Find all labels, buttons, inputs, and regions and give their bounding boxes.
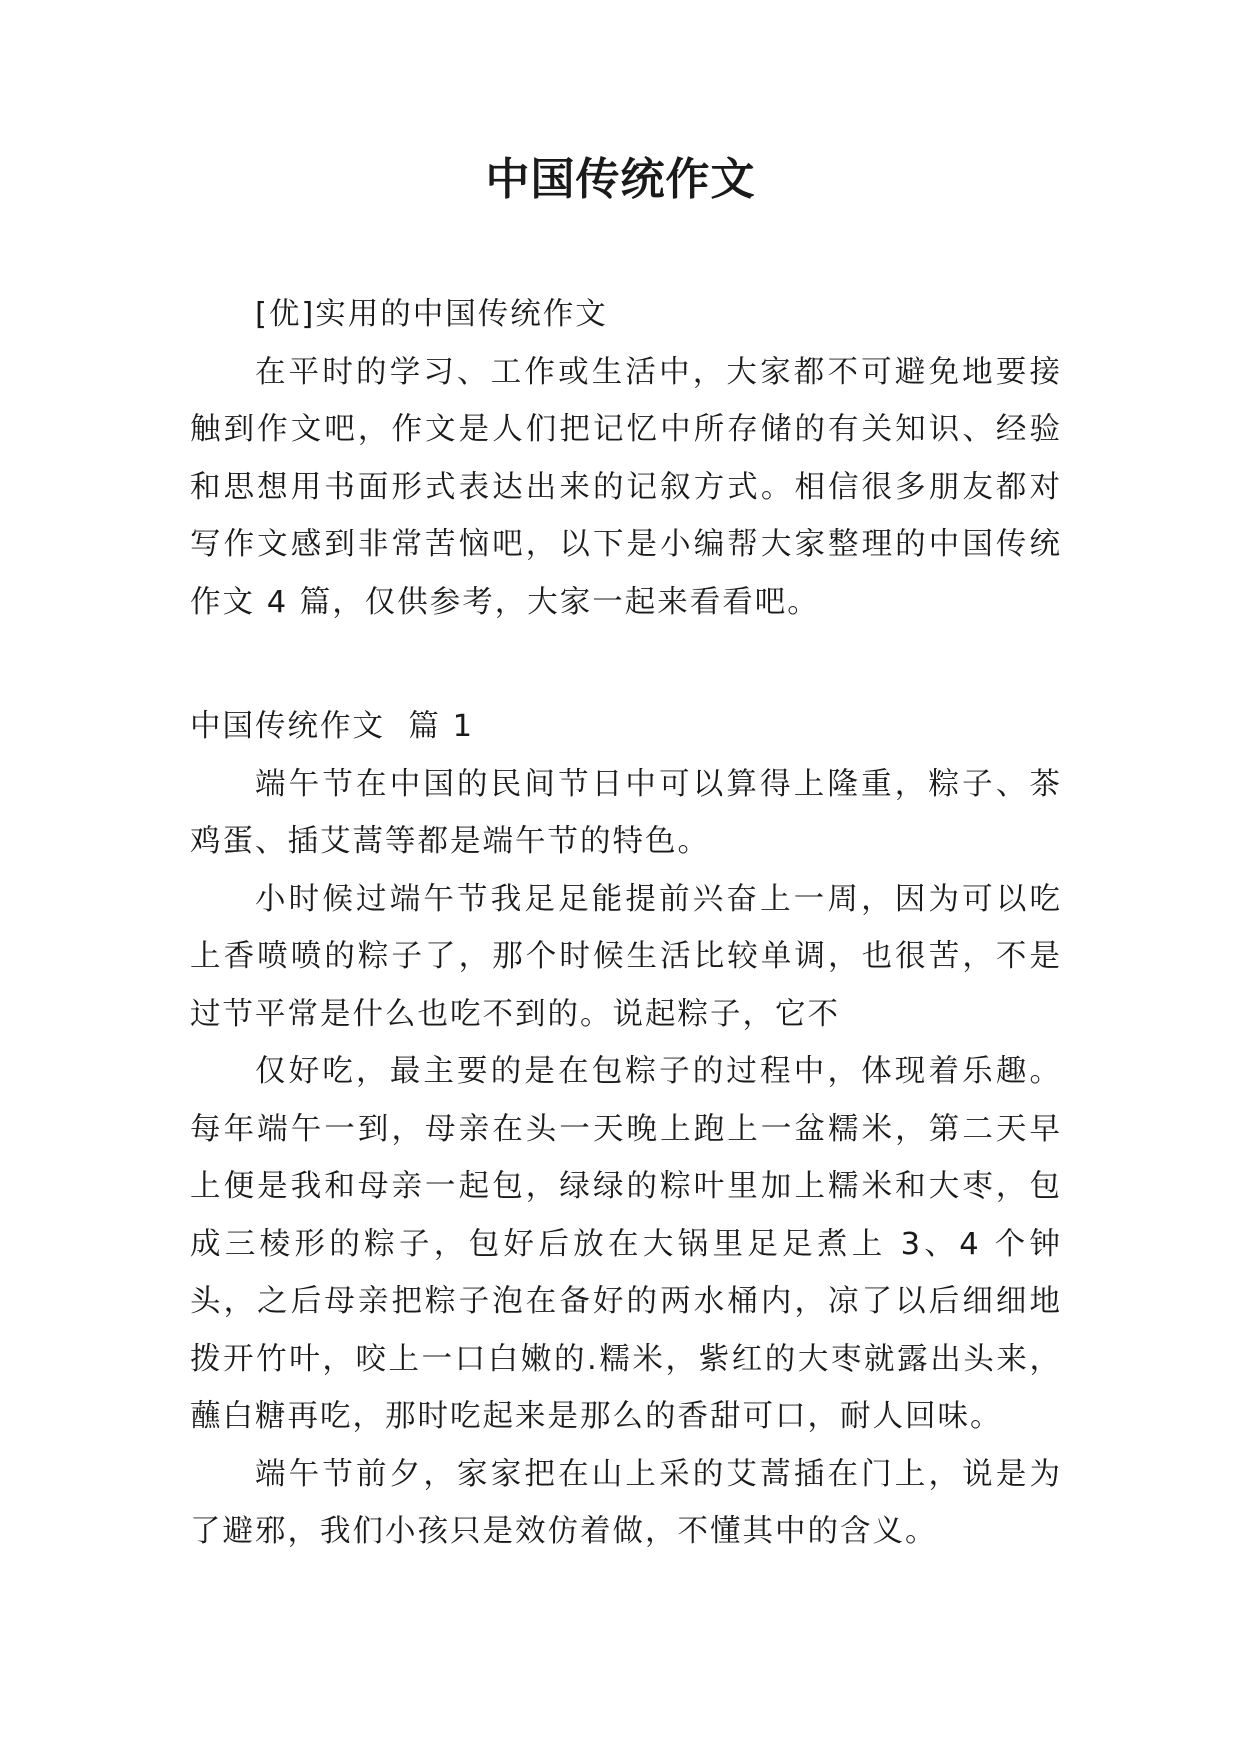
document-subtitle: [优]实用的中国传统作文 (255, 297, 608, 332)
section-1-block (190, 698, 1062, 1561)
body-paragraph-2: 小时候过端午节我足足能提前兴奋上一周，因为可以吃上香喷喷的粽子了，那个时候生活比较单调，也很苦，不是过节平常是什么也吃不到的。说起粽子，它不 (190, 881, 1062, 1032)
body-paragraph-4: 端午节前夕，家家把在山上采的艾蒿插在门上，说是为了避邪，我们小孩只是效仿着做，不懂其中的含义。 (190, 1456, 1062, 1549)
intro-block (190, 286, 1062, 631)
body-paragraph-1: 端午节在中国的民间节日中可以算得上隆重，粽子、茶鸡蛋、插艾蒿等都是端午节的特色。 (190, 766, 1062, 859)
section-heading: 中国传统作文 篇 1 (190, 709, 474, 744)
intro-paragraph: 在平时的学习、工作或生活中，大家都不可避免地要接触到作文吧，作文是人们把记忆中所存储的有关知识、经验和思想用书面形式表达出来的记叙方式。相信很多朋友都对写作文感到非常苦恼吧，以下是小编帮大家整理的中国传统作文 4 篇，仅供参考，大家一起来看看吧。 (190, 354, 1062, 620)
body-paragraph-3: 仅好吃，最主要的是在包粽子的过程中，体现着乐趣。每年端午一到，母亲在头一天晚上跑上一盆糯米，第二天早上便是我和母亲一起包，绿绿的粽叶里加上糯米和大枣，包成三棱形的粽子，包好后放在大锅里足足煮上 3、4 个钟头，之后母亲把粽子泡在备好的两水桶内，凉了以后细细地拨开竹叶，咬上一口白嫩的.糯米，紫红的大枣就露出头来，蘸白糖再吃，那时吃起来是那么的香甜可口，耐人回味。 (190, 1054, 1062, 1434)
document-title: 中国传统作文 (485, 154, 756, 205)
